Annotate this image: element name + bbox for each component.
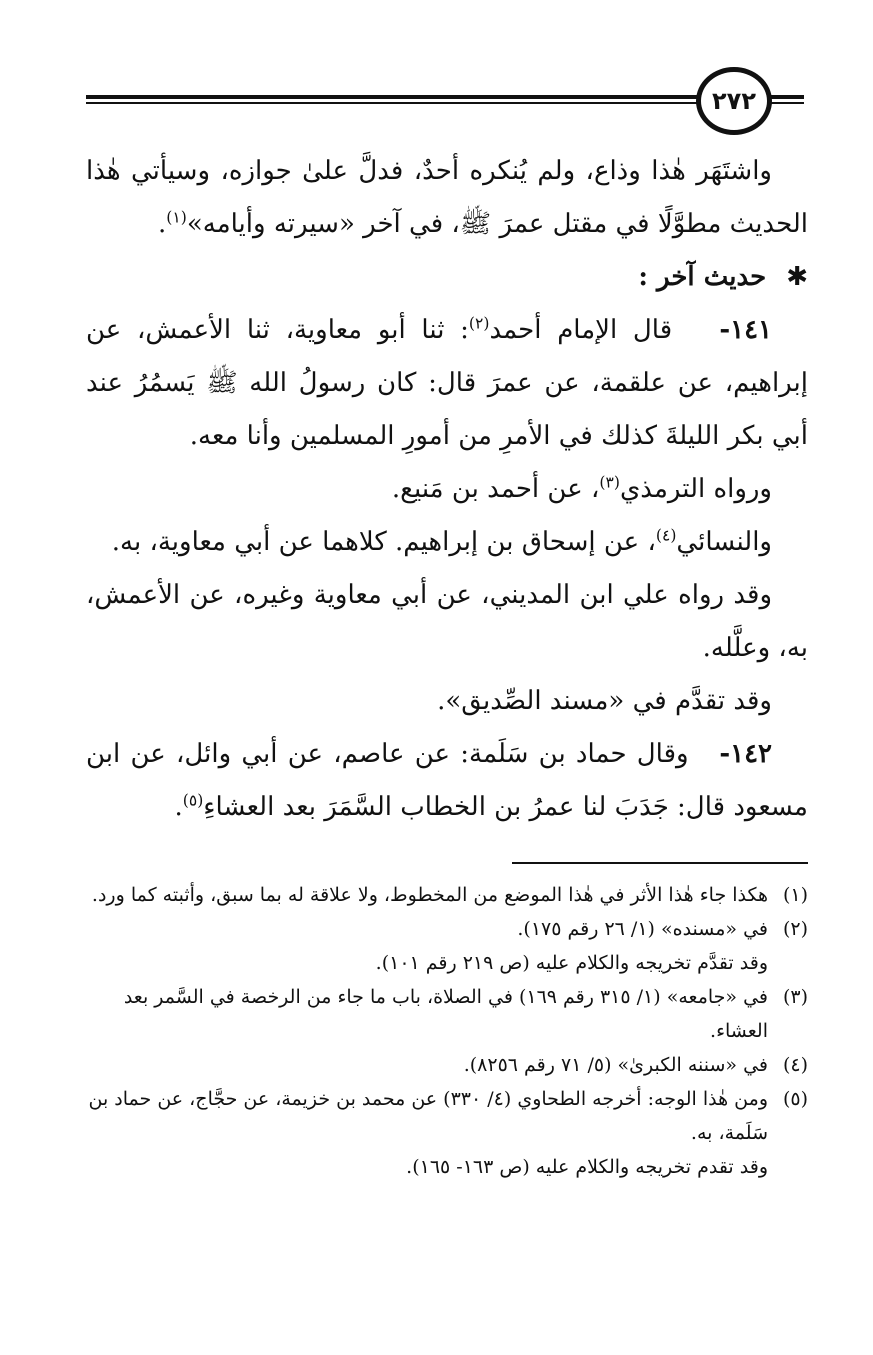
paragraph-tirmidhi: ورواه الترمذي$^{(٣)}$، عن أحمد بن مَنيع. xyxy=(391,473,772,504)
footnote-ref: (١) xyxy=(166,208,187,227)
footnote-2 xyxy=(86,912,808,980)
footnote-ref: (٥) xyxy=(182,791,204,810)
footnote-number: (٢) xyxy=(782,918,808,940)
hadith-number: ١٤١- xyxy=(719,315,773,345)
footnote-separator xyxy=(512,862,808,864)
footnote-text: في «سننه الكبرىٰ» (٥/ ٧١ رقم ٨٢٥٦). xyxy=(463,1054,768,1076)
footnote-ref: (٣) xyxy=(599,473,620,492)
paragraph-madini: وقد رواه علي ابن المديني، عن أبي معاوية وغيره، عن الأعمش، به، وعلَّله. xyxy=(86,580,808,663)
footnote-text: في «جامعه» (١/ ٣١٥ رقم ١٦٩) في الصلاة، باب ما جاء من الرخصة في السَّمر بعد العشاء. xyxy=(123,986,768,1042)
footnote-text: هكذا جاء هٰذا الأثر في هٰذا الموضع من المخطوط، ولا علاقة له بما سبق، وأثبته كما ورد. xyxy=(91,884,768,906)
page-number: ٢٧٢ xyxy=(696,67,772,135)
footnote-ref: (٤) xyxy=(655,526,677,545)
footnote-5 xyxy=(86,1082,808,1184)
section-heading: ✱حديث آخر : xyxy=(638,262,808,292)
footnotes xyxy=(86,878,808,1184)
paragraph-musnad: وقد تقدَّم في «مسند الصِّديق». xyxy=(437,686,772,716)
footnote-text: ومن هٰذا الوجه: أخرجه الطحاوي (٤/ ٣٣٠) عن محمد بن خزيمة، عن حجَّاج، عن حماد بن سَلَمة، به. وقد تقدم تخريجه والكلام عليه (ص ١٦٣- ١٦٥). xyxy=(88,1088,768,1178)
paragraph-nasai: والنسائي$^{(٤)}$، عن إسحاق بن إبراهيم. كلاهما عن أبي معاوية، به. xyxy=(111,526,772,557)
main-text xyxy=(86,145,808,834)
footnote-3 xyxy=(86,980,808,1048)
hadith-141: ١٤١- قال الإمام أحمد$^{(٢)}$: ثنا أبو معاوية، ثنا الأعمش، عن إبراهيم، عن علقمة، عن عمرَ قال: كان رسولُ الله ﷺ يَسمُرُ عند أبي بكر الليلةَ كذلك في الأمرِ من أمورِ المسلمين وأنا معه. xyxy=(86,314,808,451)
paragraph-intro: واشتَهَر هٰذا وذاع، ولم يُنكره أحدٌ، فدلَّ علىٰ جوازه، وسيأتي هٰذا الحديث مطوَّلًا في مقتل عمرَ ﷺ، في آخر «سيرته وأيامه»$^{(١)}$. xyxy=(86,156,808,239)
star-icon: ✱ xyxy=(786,262,808,292)
footnote-number: (٣) xyxy=(782,986,808,1008)
footnote-number: (٤) xyxy=(782,1054,808,1076)
footnote-text: في «مسنده» (١/ ٢٦ رقم ١٧٥). وقد تقدَّم تخريجه والكلام عليه (ص ٢١٩ رقم ١٠١). xyxy=(375,918,768,974)
hadith-number: ١٤٢- xyxy=(719,739,773,769)
footnote-4 xyxy=(86,1048,808,1082)
hadith-142: ١٤٢- وقال حماد بن سَلَمة: عن عاصم، عن أبي وائل، عن ابن مسعود قال: جَدَبَ لنا عمرُ بن الخطاب السَّمَرَ بعد العشاءِ$^{(٥)}$. xyxy=(86,739,808,822)
footnote-number: (٥) xyxy=(782,1088,808,1110)
footnote-number: (١) xyxy=(782,884,808,906)
footnote-1 xyxy=(86,878,808,912)
footnote-ref: (٢) xyxy=(468,314,490,333)
